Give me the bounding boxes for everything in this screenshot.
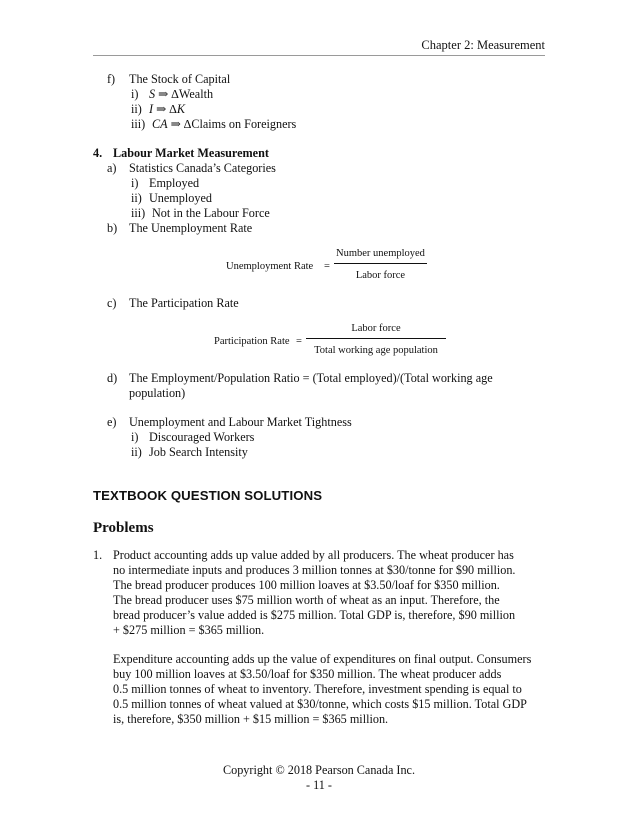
numerator: Number unemployed	[334, 246, 427, 264]
item-text-line: population)	[129, 386, 186, 400]
category-item	[93, 176, 553, 191]
paragraph-line: Product accounting adds up value added by all producers. The wheat producer has	[113, 548, 514, 562]
outline-item-e	[93, 415, 553, 430]
equals-sign: =	[324, 261, 330, 272]
item-text: Not in the Labour Force	[152, 206, 270, 220]
formula-label: Participation Rate	[214, 336, 290, 347]
symbol-lhs: I	[149, 102, 154, 116]
paragraph-line: bread producer’s value added is $275 million. Total GDP is, therefore, $90 million	[113, 608, 516, 622]
outline-item-c	[93, 296, 553, 311]
outline-item-a	[93, 161, 553, 176]
item-text: Discouraged Workers	[149, 430, 255, 444]
participation-rate-formula	[93, 321, 553, 361]
symbol-rhs: ∆K	[169, 102, 185, 116]
item-marker: ii)	[131, 102, 142, 116]
item-title: The Stock of Capital	[129, 72, 231, 86]
paragraph-line: is, therefore, $350 million + $15 million = $365 million.	[113, 712, 389, 726]
section-heading-solutions: TEXTBOOK QUESTION SOLUTIONS	[93, 488, 323, 503]
section-title: Labour Market Measurement	[113, 146, 269, 160]
item-marker: d)	[107, 371, 118, 385]
paragraph-line: no intermediate inputs and produces 3 million tonnes at $30/tonne for $90 million.	[113, 563, 516, 577]
page-number: - 11 -	[306, 778, 332, 792]
page-footer	[0, 763, 638, 793]
problem-number: 1.	[93, 548, 103, 562]
item-text: Employed	[149, 176, 200, 190]
item-marker: a)	[107, 161, 117, 175]
symbol-rhs: ∆Claims on Foreigners	[183, 117, 297, 131]
item-marker: c)	[107, 296, 117, 310]
implies-arrow: ⇒	[156, 102, 167, 116]
category-item	[93, 191, 553, 206]
item-continuation	[93, 386, 553, 401]
equals-sign: =	[296, 336, 302, 347]
item-marker: i)	[131, 430, 139, 444]
tightness-item	[93, 430, 553, 445]
denominator: Total working age population	[314, 345, 438, 356]
item-marker: e)	[107, 415, 117, 429]
item-title: The Participation Rate	[129, 296, 239, 310]
item-marker: i)	[131, 87, 139, 101]
item-title: Unemployment and Labour Market Tightness	[129, 415, 352, 429]
item-marker: iii)	[131, 117, 146, 131]
unemployment-rate-formula	[93, 246, 553, 286]
problem-1-expenditure-paragraph	[93, 652, 553, 727]
item-title: Statistics Canada’s Categories	[129, 161, 276, 175]
item-title: The Unemployment Rate	[129, 221, 253, 235]
capital-item	[93, 102, 553, 117]
implies-arrow: ⇒	[158, 87, 169, 101]
implies-arrow: ⇒	[170, 117, 181, 131]
item-marker: ii)	[131, 191, 142, 205]
section-number: 4.	[93, 146, 103, 160]
capital-item	[93, 87, 553, 102]
fraction	[334, 246, 427, 283]
fraction	[306, 321, 446, 358]
outline-item-b	[93, 221, 553, 236]
outline-item-f	[93, 72, 553, 87]
subsection-heading-problems: Problems	[93, 520, 154, 536]
page-content	[93, 72, 553, 727]
formula-label: Unemployment Rate	[226, 261, 314, 272]
numerator: Labor force	[306, 321, 446, 339]
capital-item	[93, 117, 553, 132]
symbol-lhs: CA	[152, 117, 168, 131]
paragraph-line: 0.5 million tonnes of wheat valued at $30/tonne, which costs $15 million. Total GDP	[113, 697, 527, 711]
category-item	[93, 206, 553, 221]
item-text: Unemployed	[149, 191, 212, 205]
item-marker: iii)	[131, 206, 146, 220]
item-marker: ii)	[131, 445, 142, 459]
paragraph-line: buy 100 million loaves at $3.50/loaf for $350 million. The wheat producer adds	[113, 667, 502, 681]
running-header: Chapter 2: Measurement	[421, 38, 545, 52]
symbol-rhs: ∆Wealth	[171, 87, 214, 101]
symbol-lhs: S	[149, 87, 156, 101]
paragraph-line: The bread producer uses $75 million worth of wheat as an input. Therefore, the	[113, 593, 500, 607]
tightness-item	[93, 445, 553, 460]
header-rule	[93, 55, 545, 56]
item-marker: i)	[131, 176, 139, 190]
item-marker: f)	[107, 72, 116, 86]
item-marker: b)	[107, 221, 118, 235]
paragraph-line: + $275 million = $365 million.	[113, 623, 265, 637]
copyright-notice: Copyright © 2018 Pearson Canada Inc.	[222, 763, 416, 777]
item-text-line: The Employment/Population Ratio = (Total employed)/(Total working age	[129, 371, 493, 385]
paragraph-line: 0.5 million tonnes of wheat to inventory. Therefore, investment spending is equal to	[113, 682, 522, 696]
item-text: Job Search Intensity	[149, 445, 248, 459]
denominator: Labor force	[355, 270, 406, 281]
problem-1	[93, 548, 553, 638]
paragraph-line: The bread producer produces 100 million loaves at $3.50/loaf for $350 million.	[113, 578, 500, 592]
outline-item-d	[93, 371, 553, 386]
section-heading-4	[93, 146, 553, 161]
paragraph-line: Expenditure accounting adds up the value of expenditures on final output. Consumers	[113, 652, 532, 666]
